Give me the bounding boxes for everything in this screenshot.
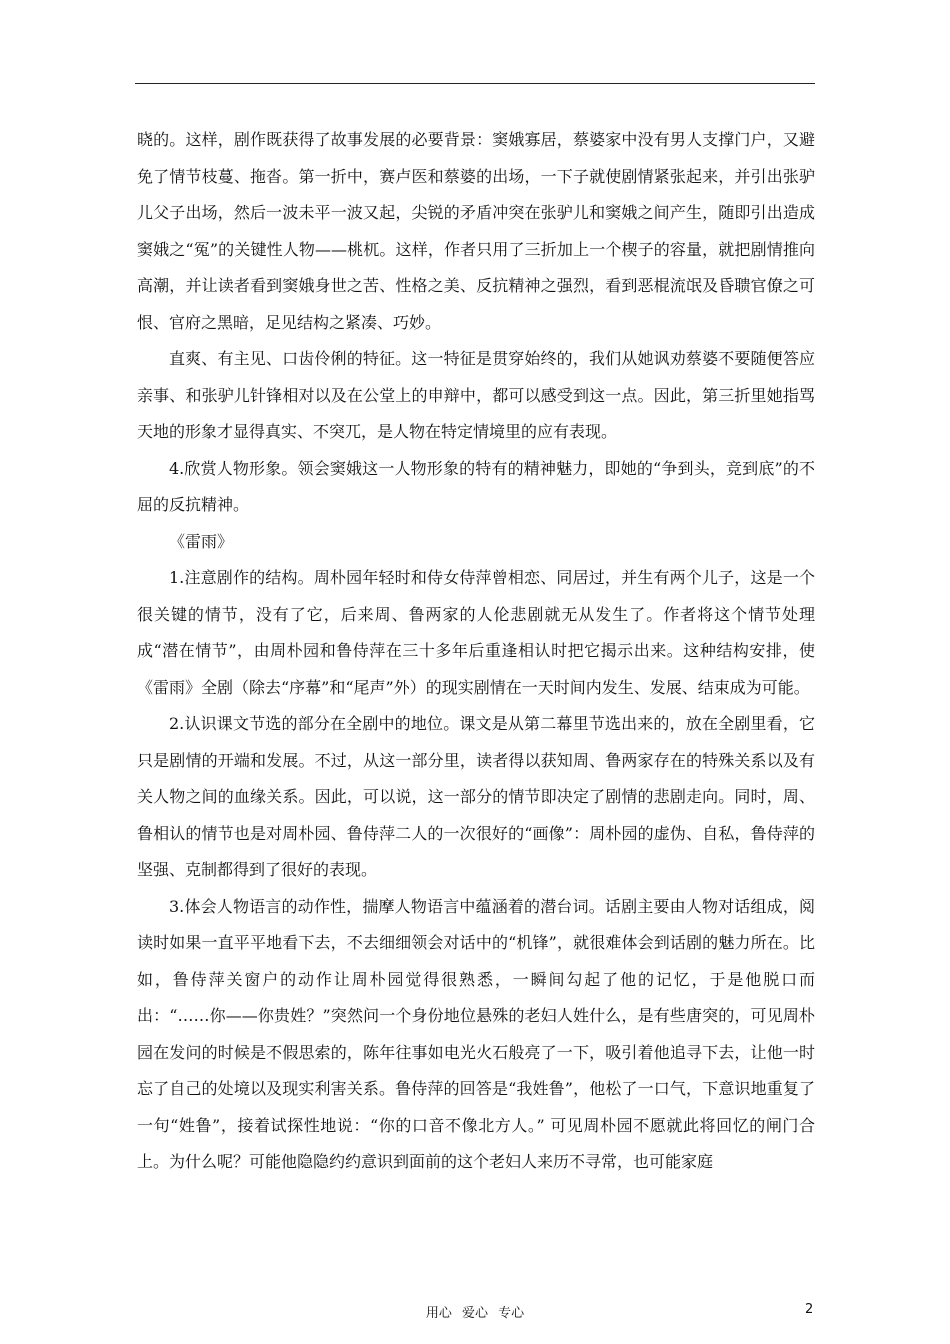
paragraph-continuation: 晓的。这样，剧作既获得了故事发展的必要背景：窦娥寡居，蔡婆家中没有男人支撑门户，又避免了情节枝蔓、拖沓。第一折中，赛卢医和蔡婆的出场，一下子就使剧情紧张起来，并引出张驴儿父子出场，然后一波未平一波又起，尖锐的矛盾冲突在张驴儿和窦娥之间产生，随即引出造成窦娥之“冤”的关键性人物——桃杌。这样，作者只用了三折加上一个楔子的容量，就把剧情推向高潮，并让读者看到窦娥身世之苦、性格之美、反抗精神之强烈，看到恶棍流氓及昏聩官僚之可恨、官府之黑暗，足见结构之紧凑、巧妙。 — [137, 130, 815, 332]
header-rule — [135, 83, 815, 84]
section-title-leiyu: 《雷雨》 — [169, 531, 234, 551]
paragraph-character-trait: 直爽、有主见、口齿伶俐的特征。这一特征是贯穿始终的，我们从她讽劝蔡婆不要随便答应亲事、和张驴儿针锋相对以及在公堂上的申辩中，都可以感受到这一点。因此，第三折里她指骂天地的形象才显得真实、不突兀，是人物在特定情境里的应有表现。 — [137, 349, 815, 441]
page-number: 2 — [805, 1302, 814, 1317]
body-text — [137, 122, 815, 1181]
paragraph-point-1: 1.注意剧作的结构。周朴园年轻时和侍女侍萍曾相恋、同居过，并生有两个儿子，这是一个很关键的情节，没有了它，后来周、鲁两家的人伦悲剧就无从发生了。作者将这个情节处理成“潜在情节”，由周朴园和鲁侍萍在三十多年后重逢相认时把它揭示出来。这种结构安排，使《雷雨》全剧（除去“序幕”和“尾声”外）的现实剧情在一天时间内发生、发展、结束成为可能。 — [137, 568, 815, 697]
paragraph-point-3: 3.体会人物语言的动作性，揣摩人物语言中蕴涵着的潜台词。话剧主要由人物对话组成，阅读时如果一直平平地看下去，不去细细领会对话中的“机锋”，就很难体会到话剧的魅力所在。比如，鲁侍萍关窗户的动作让周朴园觉得很熟悉，一瞬间勾起了他的记忆，于是他脱口而出：“……你——你贵姓？”突然问一个身份地位悬殊的老妇人姓什么，是有些唐突的，可见周朴园在发问的时候是不假思索的，陈年往事如电光火石般亮了一下，吸引着他追寻下去，让他一时忘了自己的处境以及现实利害关系。鲁侍萍的回答是“我姓鲁”，他松了一口气，下意识地重复了一句“姓鲁”，接着试探性地说：“你的口音不像北方人。” 可见周朴园不愿就此将回忆的闸门合上。为什么呢？可能他隐隐约约意识到面前的这个老妇人来历不寻常，也可能家庭 — [137, 896, 815, 1171]
footer-motto: 用心 爱心 专心 — [425, 1306, 525, 1321]
paragraph-point-2: 2.认识课文节选的部分在全剧中的地位。课文是从第二幕里节选出来的，放在全剧里看，它只是剧情的开端和发展。不过，从这一部分里，读者得以获知周、鲁两家存在的特殊关系以及有关人物之间的血缘关系。因此，可以说，这一部分的情节即决定了剧情的悲剧走向。同时，周、鲁相认的情节也是对周朴园、鲁侍萍二人的一次很好的“画像”：周朴园的虚伪、自私，鲁侍萍的坚强、克制都得到了很好的表现。 — [137, 714, 815, 879]
paragraph-point-4: 4.欣赏人物形象。领会窦娥这一人物形象的特有的精神魅力，即她的“争到头，竞到底”的不屈的反抗精神。 — [137, 458, 815, 514]
